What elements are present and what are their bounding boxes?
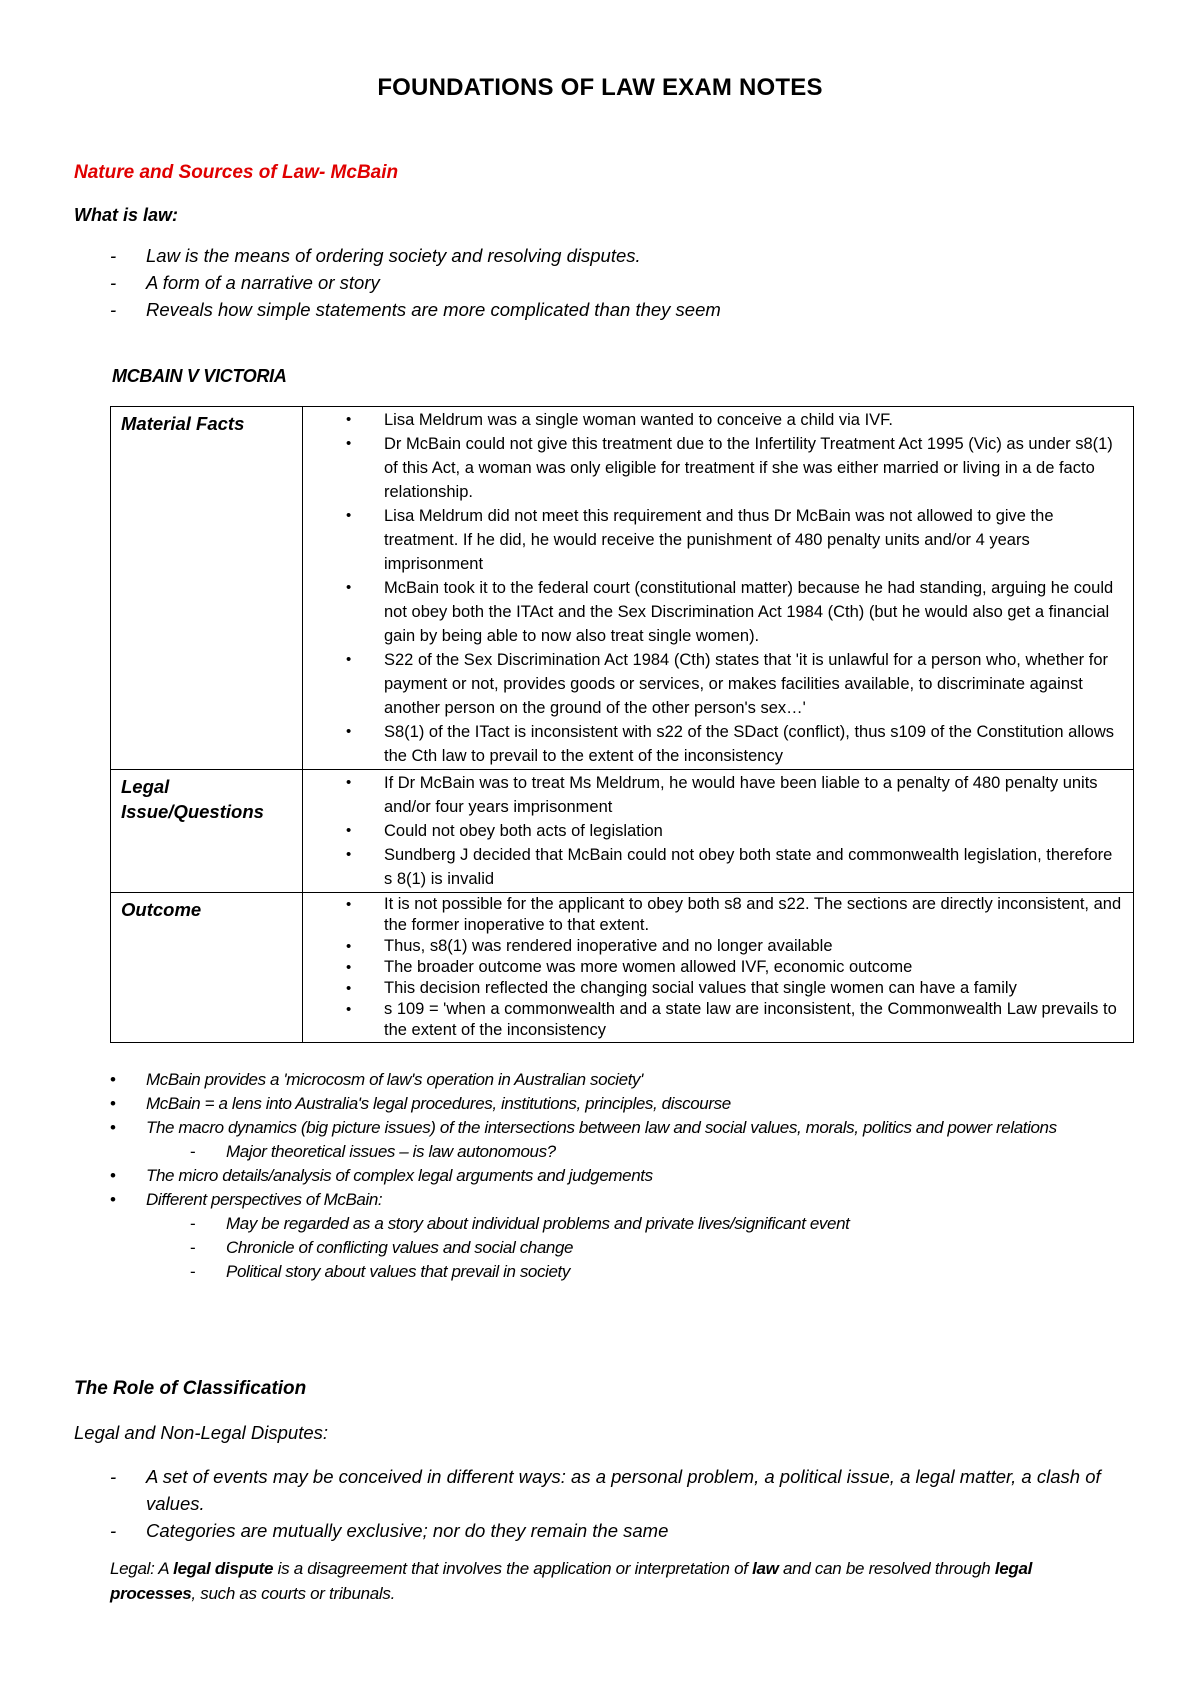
list-item: • Thus, s8(1) was rendered inoperative and no longer available bbox=[346, 937, 833, 955]
list-item: • McBain provides a 'microcosm of law's operation in Australian society' bbox=[110, 1070, 643, 1089]
row-content-outcome bbox=[303, 893, 1134, 1043]
list-item: • McBain = a lens into Australia's legal procedures, institutions, principles, discourse bbox=[110, 1094, 731, 1113]
list-item: - Law is the means of ordering society and resolving disputes. bbox=[110, 245, 641, 266]
row-content-legal-issue bbox=[303, 770, 1134, 893]
list-item: - Reveals how simple statements are more complicated than they seem bbox=[110, 299, 721, 320]
row-content-material-facts bbox=[303, 407, 1134, 770]
list-item: - A set of events may be conceived in different ways: as a personal problem, a political issue, a legal matter, a clash of values. bbox=[110, 1466, 1101, 1514]
section-heading-nature-sources: Nature and Sources of Law- McBain bbox=[74, 162, 399, 183]
what-is-law-list bbox=[74, 242, 1134, 323]
list-item: • Different perspectives of McBain: bbox=[110, 1190, 383, 1209]
list-item: • It is not possible for the applicant to obey both s8 and s22. The sections are directly inconsistent, and the former inoperative to that extent. bbox=[346, 895, 1122, 934]
list-item: - Political story about values that prevail in society bbox=[190, 1262, 570, 1281]
disputes-subheading: Legal and Non-Legal Disputes: bbox=[74, 1422, 329, 1443]
list-item: • The macro dynamics (big picture issues) of the intersections between law and social values, morals, politics and power relations bbox=[110, 1118, 1057, 1137]
list-item: • If Dr McBain was to treat Ms Meldrum, he would have been liable to a penalty of 480 penalty units and/or four years imprisonment bbox=[346, 774, 1098, 816]
list-item: - Major theoretical issues – is law autonomous? bbox=[190, 1142, 556, 1161]
list-item: • McBain took it to the federal court (constitutional matter) because he had standing, arguing he could not obey both the ITAct and the Sex Discrimination Act 1984 (Cth) (but he would also get a financial gain by being able to now also treat single women). bbox=[346, 579, 1114, 645]
list-item: • Could not obey both acts of legislation bbox=[346, 822, 663, 840]
table-row bbox=[111, 893, 1134, 1043]
list-item: • Lisa Meldrum was a single woman wanted to conceive a child via IVF. bbox=[346, 411, 893, 429]
table-row bbox=[111, 770, 1134, 893]
section-heading-classification: The Role of Classification bbox=[74, 1378, 307, 1399]
page-title: FOUNDATIONS OF LAW EXAM NOTES bbox=[377, 74, 823, 101]
case-table bbox=[110, 406, 1134, 1043]
list-item: • S22 of the Sex Discrimination Act 1984 (Cth) states that 'it is unlawful for a person who, whether for payment or not, provides goods or services, or makes facilities available, to discriminate against another person on the ground of the other person's sex…' bbox=[346, 651, 1109, 717]
list-item: • The broader outcome was more women allowed IVF, economic outcome bbox=[346, 958, 913, 976]
mcbain-notes-list bbox=[110, 1068, 1150, 1284]
table-row bbox=[111, 407, 1134, 770]
row-label-material-facts: Material Facts bbox=[111, 407, 303, 770]
row-label-outcome: Outcome bbox=[111, 893, 303, 1043]
list-item: - May be regarded as a story about individual problems and private lives/significant event bbox=[190, 1214, 850, 1233]
case-title: MCBAIN V VICTORIA bbox=[112, 366, 287, 386]
row-label-legal-issue: Legal Issue/Questions bbox=[111, 770, 303, 893]
list-item: - A form of a narrative or story bbox=[110, 272, 380, 293]
list-item: • Sundberg J decided that McBain could not obey both state and commonwealth legislation, therefore s 8(1) is invalid bbox=[346, 846, 1113, 888]
list-item: • S8(1) of the ITact is inconsistent with s22 of the SDact (conflict), thus s109 of the Constitution allows the Cth law to prevail to the extent of the inconsistency bbox=[346, 723, 1115, 765]
list-item: • The micro details/analysis of complex legal arguments and judgements bbox=[110, 1166, 653, 1185]
classification-list bbox=[74, 1463, 1134, 1544]
list-item: • Dr McBain could not give this treatment due to the Infertility Treatment Act 1995 (Vic) as under s8(1) of this Act, a woman was only eligible for treatment if she was either married or living in a de facto relationship. bbox=[346, 435, 1113, 501]
list-item: • This decision reflected the changing social values that single women can have a family bbox=[346, 979, 1017, 997]
list-item: • s 109 = 'when a commonwealth and a state law are inconsistent, the Commonwealth Law prevails to the extent of the inconsistency bbox=[346, 1000, 1117, 1039]
legal-dispute-definition: Legal: A legal dispute is a disagreement that involves the application or interpretation of law and can be resolved through legal processes, such as courts or tribunals. bbox=[110, 1559, 1033, 1603]
list-item: - Chronicle of conflicting values and social change bbox=[190, 1238, 574, 1257]
list-item: • Lisa Meldrum did not meet this requirement and thus Dr McBain was not allowed to give the treatment. If he did, he would receive the punishment of 480 penalty units and/or 4 years imprisonment bbox=[346, 507, 1054, 573]
list-item: - Categories are mutually exclusive; nor do they remain the same bbox=[110, 1520, 669, 1541]
what-is-law-heading: What is law: bbox=[74, 205, 179, 225]
